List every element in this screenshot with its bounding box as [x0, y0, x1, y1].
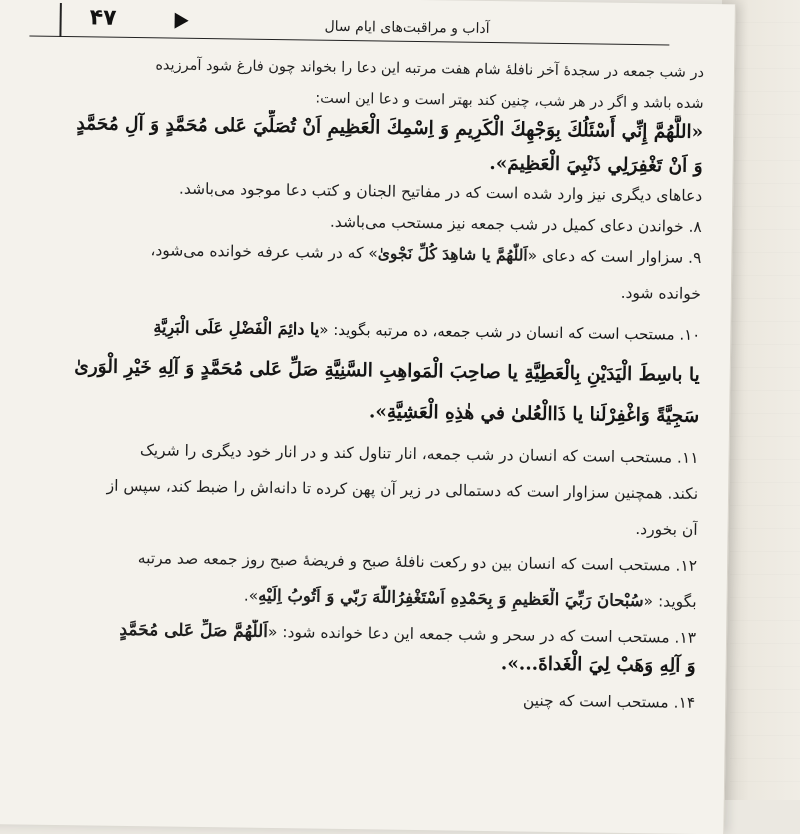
- arabic-prayer-line: يا باسِطَ الْيَدَيْنِ بِالْعَطِيَّةِ يا صاحِبَ الْمَواهِبِ السَّنِيَّةِ صَلِّ عَلى مُحَمَّدٍ وَ آلِهِ خَيْرِ الْوَرىٰ: [74, 356, 700, 386]
- arabic-prayer-line: سَجِيَّةً وَاغْفِرْلَنا يا ذَاالْعُلىٰ في هٰذِهِ الْعَشِيَّةِ».: [368, 401, 700, 427]
- text-line: نکند. همچنین سزاوار است که دستمالی در زیر آن پهن کرده تا دانه‌اش را ضبط کند، سپس از: [106, 476, 699, 503]
- inline-text: بگوید: «: [643, 592, 697, 611]
- inline-text: ۱۳. مستحب است که در سحر و شب جمعه این دعا خوانده شود: «: [267, 622, 697, 647]
- text-line: ۱۲. مستحب است که انسان بین دو رکعت نافلهٔ صبح و فریضهٔ صبح روز جمعه صد مرتبه: [137, 549, 698, 575]
- page-number: ۴۷: [89, 5, 117, 31]
- text-line: شده باشد و اگر در هر شب، چنین کند بهتر است و دعا این است:: [315, 90, 704, 112]
- text-line: خوانده شود.: [620, 283, 702, 303]
- header-corner-rule: [59, 3, 61, 37]
- inline-text: ».: [243, 586, 259, 605]
- text-line: ۸. خواندن دعای کمیل در شب جمعه نیز مستحب می‌باشد.: [329, 212, 702, 236]
- inline-prayer: سُبْحانَ رَبِّيَ الْعَظيمِ وَ بِحَمْدِهِ اَسْتَغْفِرُاللّٰهَ رَبّي وَ اَتُوبُ اِلَيْهِ: [258, 585, 644, 611]
- facing-page-edge: [730, 0, 800, 800]
- inline-prayer: اَللّٰهُمَّ صَلِّ عَلى مُحَمَّدٍ: [119, 619, 269, 642]
- text-line: دعاهای دیگری نیز وارد شده است که در مفاتیح الجنان و کتب دعا موجود می‌باشد.: [178, 179, 703, 205]
- text-line: ۱۱. مستحب است که انسان در شب جمعه، انار تناول کند و در انار خود دیگری را شریک: [139, 441, 699, 467]
- inline-text: ۹. سزاوار است که دعای «: [527, 246, 702, 267]
- inline-prayer: يا دائِمَ الْفَضْلِ عَلَى الْبَرِيَّةِ: [153, 317, 320, 339]
- text-line: ۱۴. مستحب است که چنین: [522, 691, 696, 712]
- arabic-prayer-line: «اللَّهُمَّ إِنِّي أَسْئَلُكَ بِوَجْهِكَ الْكَرِيمِ وَ اِسْمِكَ الْعَظِيمِ اَنْ تُصَلِّيَ عَلى مُحَمَّدٍ وَ آلِ مُحَمَّدٍ: [76, 113, 704, 143]
- arabic-prayer-line: وَ اَنْ تَغْفِرَلِي ذَنْبِيَ الْعَظِيمَ».: [489, 152, 703, 177]
- inline-text: ۱۰. مستحب است که انسان در شب جمعه، ده مرتبه بگوید: «: [319, 320, 701, 344]
- header-title: آداب و مراقبت‌های ایام سال: [324, 18, 490, 37]
- page-body: [20, 45, 704, 715]
- running-header: [29, 3, 669, 46]
- text-line: آن بخورد.: [635, 520, 698, 539]
- inline-prayer: اَللّٰهُمَّ يا شاهِدَ كُلِّ نَجْوىٰ: [377, 243, 528, 265]
- page-arrow-icon: [175, 13, 189, 29]
- header-rule: [29, 35, 669, 45]
- inline-text: » که در شب عرفه خوانده می‌شود،: [150, 241, 378, 263]
- arabic-prayer-line: وَ آلِهِ وَهَبْ لِيَ الْغَداةَ...».: [500, 653, 696, 677]
- text-line: در شب جمعه در سجدهٔ آخر نافلهٔ شام هفت مرتبه این دعا را بخواند چون فارغ شود آمرزیده: [155, 57, 705, 81]
